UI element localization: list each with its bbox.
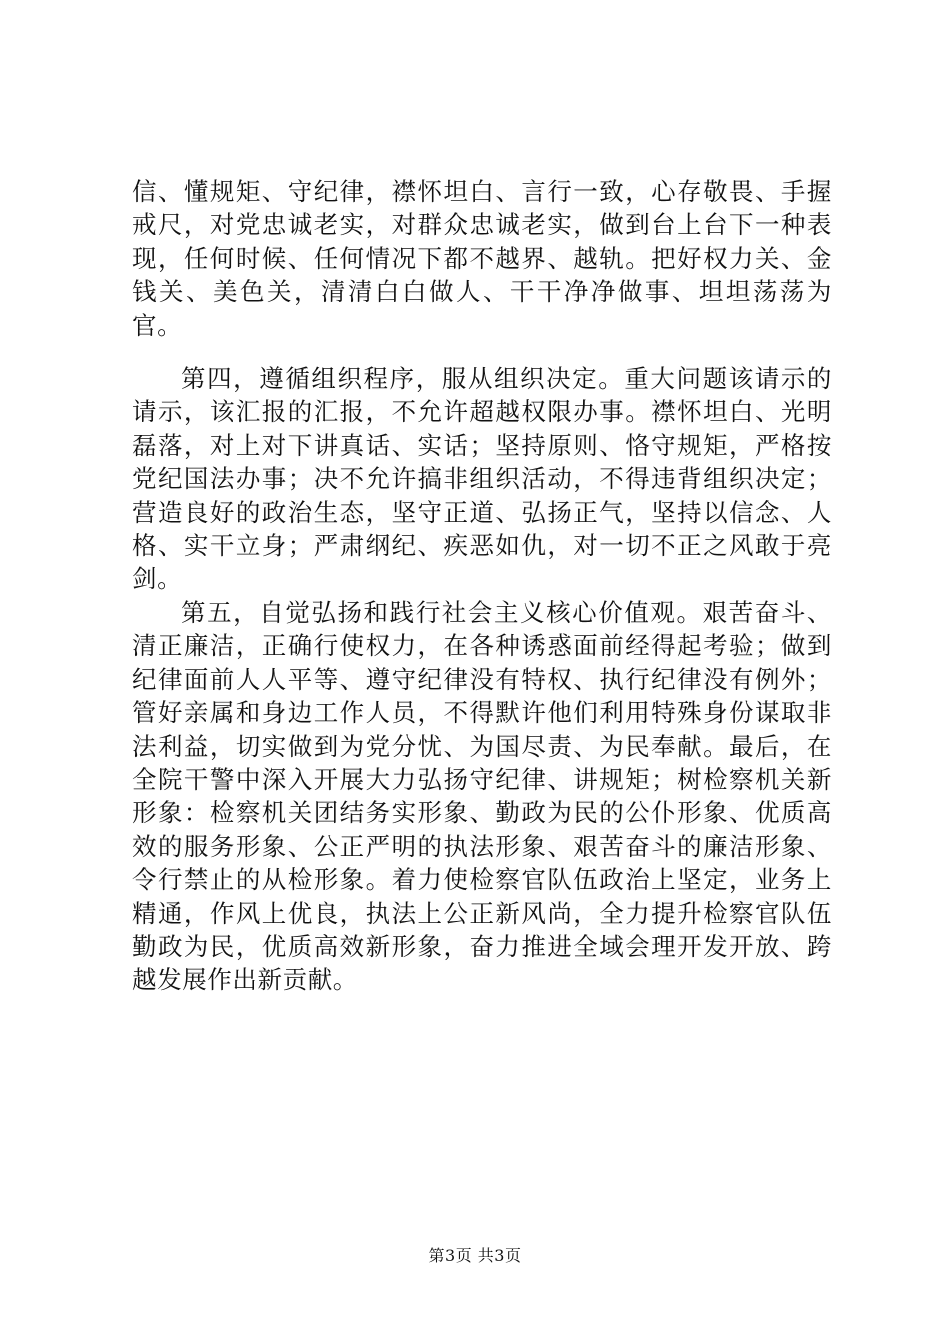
paragraph-continuation: 信、懂规矩、守纪律，襟怀坦白、言行一致，心存敬畏、手握戒尺，对党忠诚老实，对群众忠诚老实，做到台上台下一种表现，任何时候、任何情况下都不越界、越轨。把好权力关、金钱关、美色关，清清白白做人、干干净净做事、坦坦荡荡为官。 [132,177,832,340]
paragraph-fourth: 第四，遵循组织程序，服从组织决定。重大问题该请示的请示，该汇报的汇报，不允许超越权限办事。襟怀坦白、光明磊落，对上对下讲真话、实话；坚持原则、恪守规矩，严格按党纪国法办事；决不允许搞非组织活动，不得违背组织决定；营造良好的政治生态，坚守正道、弘扬正气，坚持以信念、人格、实干立身；严肃纲纪、疾恶如仇，对一切不正之风敢于亮剑。 [132,364,832,594]
paragraph-fifth: 第五，自觉弘扬和践行社会主义核心价值观。艰苦奋斗、清正廉洁，正确行使权力，在各种诱惑面前经得起考验；做到纪律面前人人平等、遵守纪律没有特权、执行纪律没有例外；管好亲属和身边工作人员，不得默许他们利用特殊身份谋取非法利益，切实做到为党分忧、为国尽责、为民奉献。最后，在全院干警中深入开展大力弘扬守纪律、讲规矩；树检察机关新形象：检察机关团结务实形象、勤政为民的公仆形象、优质高效的服务形象、公正严明的执法形象、艰苦奋斗的廉洁形象、令行禁止的从检形象。着力使检察官队伍政治上坚定，业务上精通，作风上优良，执法上公正新风尚，全力提升检察官队伍勤政为民，优质高效新形象，奋力推进全域会理开发开放、跨越发展作出新贡献。 [132,597,832,995]
document-body [132,175,832,997]
paragraph-spacer [132,342,832,362]
page-footer: 第3页 共3页 [428,1246,522,1265]
